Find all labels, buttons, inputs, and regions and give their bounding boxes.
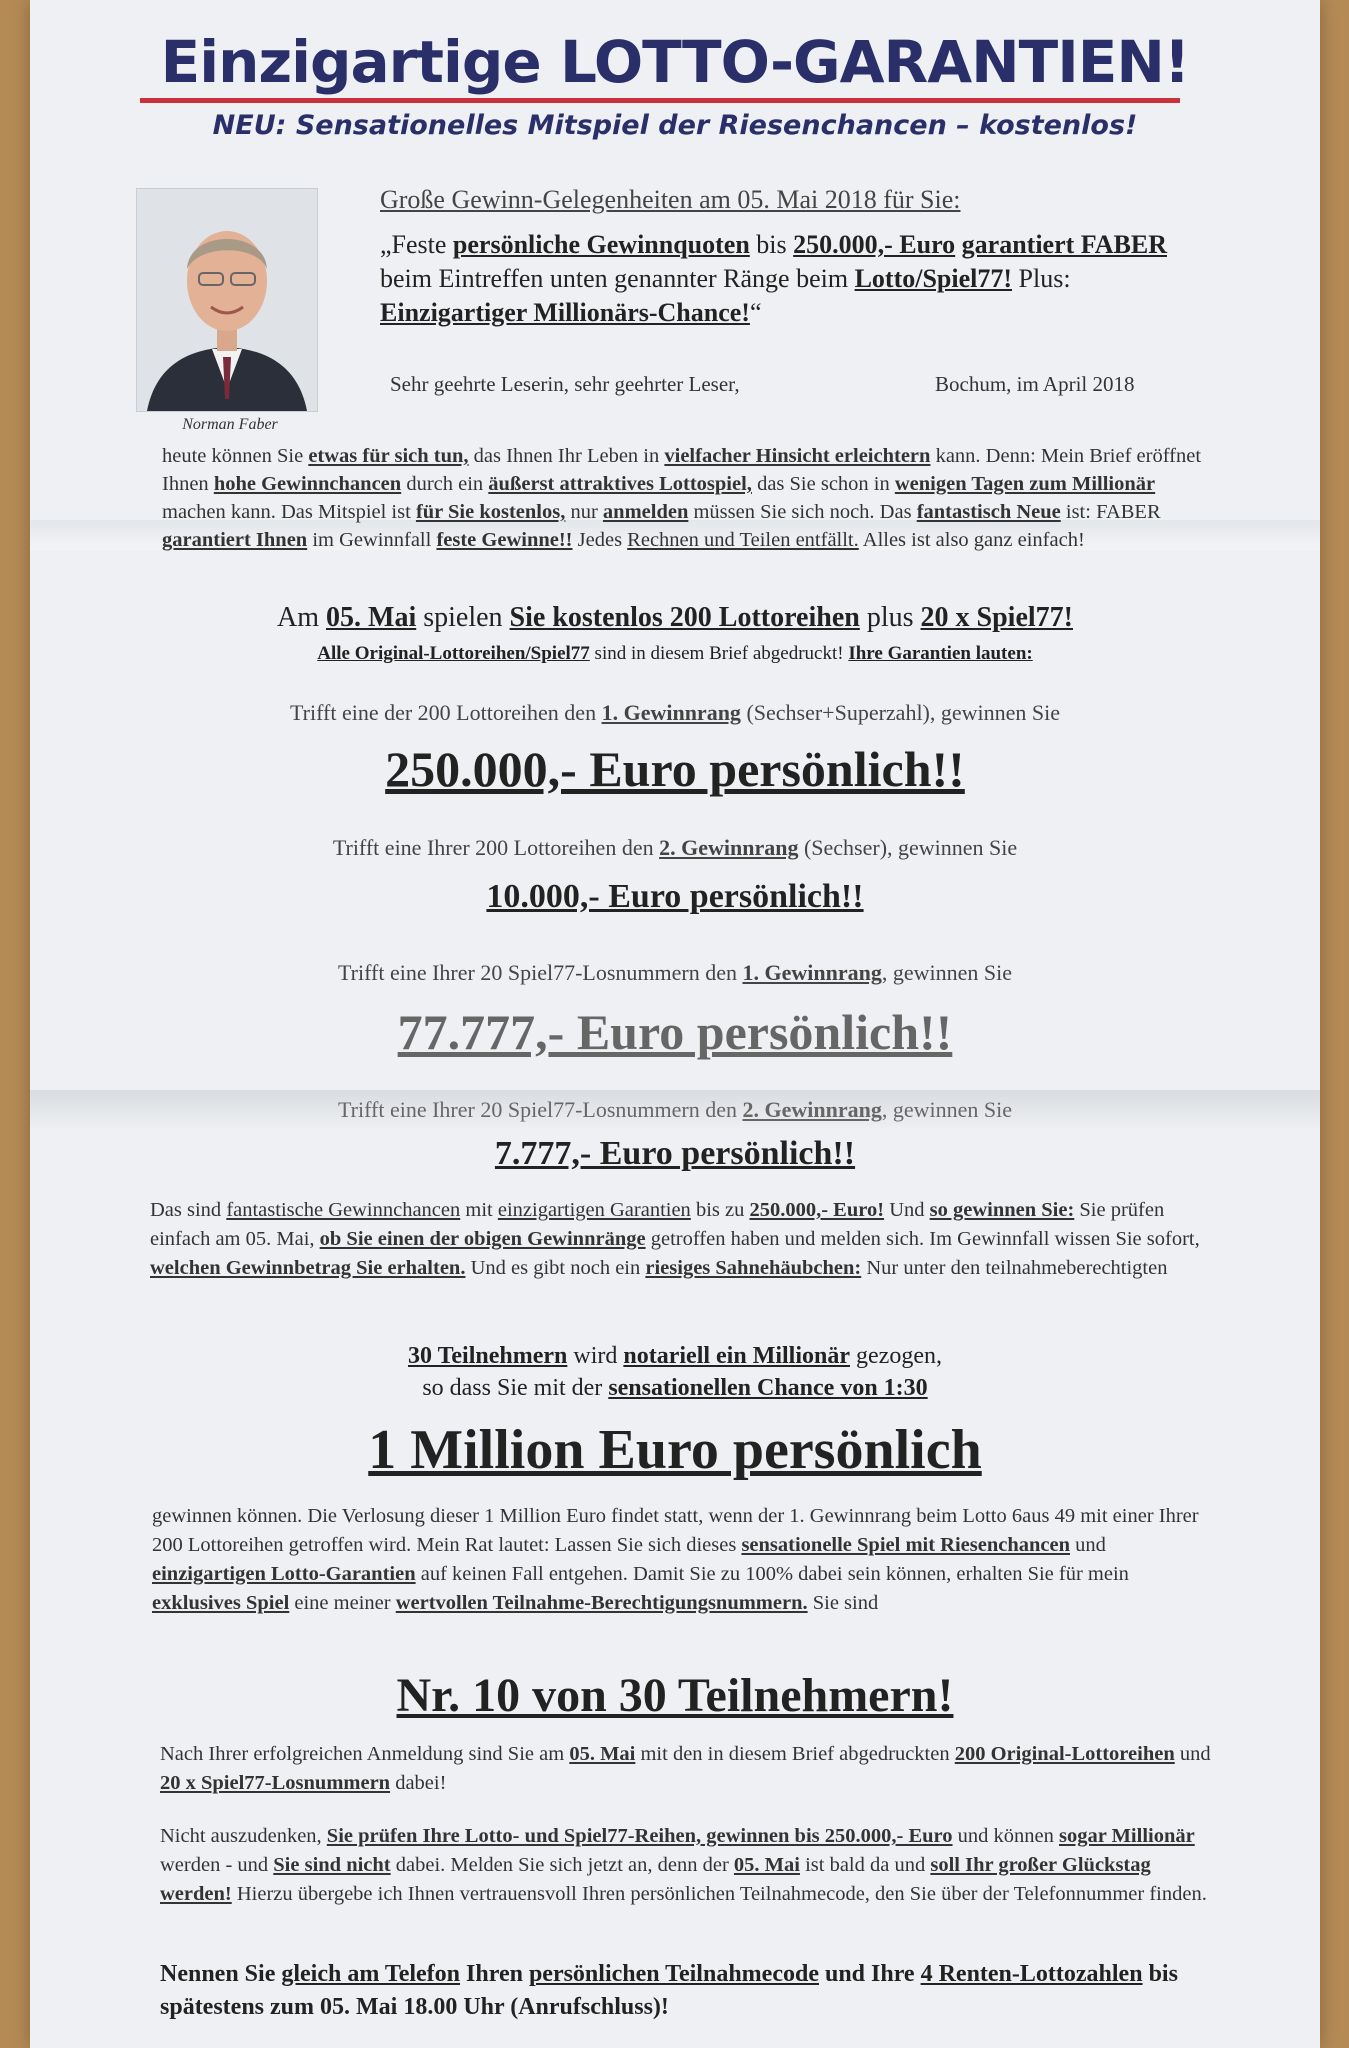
portrait-caption: Norman Faber (182, 416, 278, 433)
place-date: Bochum, im April 2018 (935, 372, 1135, 396)
participant-number: Nr. 10 von 30 Teilnehmern! (396, 1669, 954, 1722)
call-to-action: Nennen Sie gleich am Telefon Ihren persönlichen Teilnahmecode und Ihre 4 Renten-Lottozahlen bis spätestens zum 05. Mai 18.00 Uhr (Anrufschluss)! (160, 1961, 1178, 2020)
body-paragraph-2: Das sind fantastische Gewinnchancen mit einzigartigen Garantien bis zu 250.000,- Euro! Und so gewinnen Sie: Sie prüfen einfach am 05. Mai, ob Sie einen der obigen Gewinnränge getroffen haben und melden sich. Im Gewinnfall wissen Sie sofort, welchen Gewinnbetrag Sie erhalten. Und es gibt noch ein riesiges Sahnehäubchen: Nur unter den teilnahmeberechtigten (150, 1199, 1200, 1279)
body-paragraph-1: heute können Sie etwas für sich tun, das Ihnen Ihr Leben in vielfacher Hinsicht erleichtern kann. Denn: Mein Brief eröffnet Ihnen hohe Gewinnchancen durch ein äußerst attraktives Lottospiel, das Sie schon in wenigen Tagen zum Millionär machen kann. Das Mitspiel ist für Sie kostenlos, nur anmelden müssen Sie sich noch. Das fantastisch Neue ist: FABER garantiert Ihnen im Gewinnfall feste Gewinne!! Jedes Rechnen und Teilen entfällt. Alles ist also ganz einfach! (162, 445, 1202, 551)
portrait-photo (136, 188, 318, 412)
letter-subtitle: NEU: Sensationelles Mitspiel der Riesenchancen – kostenlos! (212, 110, 1138, 141)
body-paragraph-3: gewinnen können. Die Verlosung dieser 1 Million Euro findet statt, wenn der 1. Gewinnrang beim Lotto 6aus 49 mit einer Ihrer 200 Lottoreihen getroffen wird. Mein Rat lautet: Lassen Sie sich dieses sensationelle Spiel mit Riesenchancen und einzigartigen Lotto-Garantien auf keinen Fall entgehen. Damit Sie zu 100% dabei sein können, erhalten Sie für mein exklusives Spiel eine meiner wertvollen Teilnahme-Berechtigungsnummern. Sie sind (152, 1505, 1199, 1614)
body-paragraph-5: Nicht auszudenken, Sie prüfen Ihre Lotto- und Spiel77-Reihen, gewinnen bis 250.000,- Euro und können sogar Millionär werden - und Sie sind nicht dabei. Melden Sie sich jetzt an, denn der 05. Mai ist bald da und soll Ihr großer Glückstag werden! Hierzu übergebe ich Ihnen vertrauensvoll Ihren persönlichen Teilnahmecode, den Sie über der Telefonnummer finden. (160, 1825, 1207, 1905)
rank-condition-4: Trifft eine Ihrer 20 Spiel77-Losnummern den 2. Gewinnrang, gewinnen Sie (337, 1097, 1012, 1122)
rank-condition-1: Trifft eine der 200 Lottoreihen den 1. Gewinnrang (Sechser+Superzahl), gewinnen Sie (289, 700, 1061, 725)
promo-headline: Am 05. Mai spielen Sie kostenlos 200 Lottoreihen plus 20 x Spiel77! (277, 602, 1073, 633)
intro-heading: Große Gewinn-Gelegenheiten am 05. Mai 2018 für Sie: (380, 185, 961, 214)
letter-title: Einzigartige LOTTO-GARANTIEN! (160, 28, 1190, 96)
rank-amount-1: 250.000,- Euro persönlich!! (385, 741, 965, 797)
rank-condition-2: Trifft eine Ihrer 200 Lottoreihen den 2. Gewinnrang (Sechser), gewinnen Sie (332, 835, 1018, 860)
salutation: Sehr geehrte Leserin, sehr geehrter Leser, (390, 372, 740, 396)
letter-page (30, 0, 1320, 2048)
body-paragraph-4: Nach Ihrer erfolgreichen Anmeldung sind Sie am 05. Mai mit den in diesem Brief abgedruckten 200 Original-Lottoreihen und 20 x Spiel77-Losnummern dabei! (160, 1743, 1211, 1794)
rank-amount-2: 10.000,- Euro persönlich!! (486, 878, 864, 915)
portrait-image (137, 189, 317, 411)
promo-subline: Alle Original-Lottoreihen/Spiel77 sind in diesem Brief abgedruckt! Ihre Garantien lauten: (317, 643, 1033, 664)
rank-amount-3: 77.777,- Euro persönlich!! (397, 1004, 953, 1060)
intro-quote: „Feste persönliche Gewinnquoten bis 250.000,- Euro garantiert FABER beim Eintreffen unten genannter Ränge beim Lotto/Spiel77! Plus: Einzigartiger Millionärs-Chance!“ (380, 230, 1167, 327)
title-underline (140, 98, 1180, 103)
rank-amount-4: 7.777,- Euro persönlich!! (494, 1135, 856, 1172)
million-headline: 1 Million Euro persönlich (368, 1419, 982, 1481)
rank-condition-3: Trifft eine Ihrer 20 Spiel77-Losnummern den 1. Gewinnrang, gewinnen Sie (337, 960, 1012, 985)
millionaire-draw-text: 30 Teilnehmern wird notariell ein Millionär gezogen, so dass Sie mit der sensationellen Chance von 1:30 (408, 1343, 942, 1401)
